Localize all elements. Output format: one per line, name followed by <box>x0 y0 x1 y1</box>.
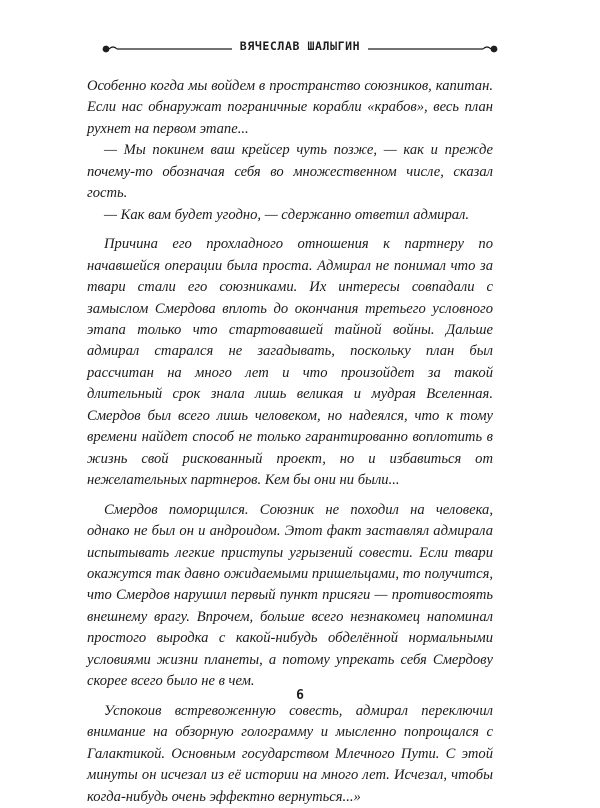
paragraph-6: Успокоив встревоженную совесть, адмирал переключил внимание на обзорную голограмму и мысленно попрощался с Галактикой. Основным государством Млечного Пути. С этой минуты он исчезал из её истории на много лет. Исчезал, чтобы когда-нибудь очень эффектно вернуться...» <box>87 702 493 805</box>
paragraph-4: Причина его прохладного отношения к партнеру по начавшейся операции была проста. Адмирал не понимал что за твари стали его союзниками. Их интересы совпадали с замыслом Смердова вплоть до окончания третьего условного этапа только что стартовавшей тайной войны. Дальше адмирал старался не загадывать, поскольку план был рассчитан на много лет и что произойдет за такой длительный срок знала лишь великая и мудрая Вселенная. Смердов был всего лишь человеком, но надеялся, что к тому времени найдет способ не только гарантированно воплотить в жизнь свой рискованный проект, но и избавиться от нежелательных партнеров. Кем бы они ни были... <box>87 236 493 489</box>
page-number: 6 <box>296 688 304 703</box>
paragraph-2: — Мы покинем ваш крейсер чуть позже, — как и прежде почему-то обозначая себя во множественном числе, сказал гость. <box>87 142 493 202</box>
running-head-author: ВЯЧЕСЛАВ ШАЛЫГИН <box>239 39 361 53</box>
paragraph-5: Смердов поморщился. Союзник не походил на человека, однако не был он и андроидом. Этот факт заставлял адмирала испытывать легкие приступы угрызений совести. Если твари окажутся так давно ожидаемыми пришельцами, то получится, что Смердов нарушил первый пункт присяги — противостоять внешнему врагу. Впрочем, больше всего незнакомец напоминал простого выродка с какой-нибудь обделённой нормальными условиями жизни планеты, а потому упрекать себя Смердову скорее всего было не в чем. <box>87 501 493 690</box>
paragraph-1: Особенно когда мы войдем в пространство союзников, капитан. Если нас обнаружат пограничные корабли «крабов», весь план рухнет на первом этапе... <box>87 78 493 137</box>
running-head <box>100 38 500 60</box>
paragraph-3: — Как вам будет угодно, — сдержанно ответил адмирал. <box>104 206 470 223</box>
